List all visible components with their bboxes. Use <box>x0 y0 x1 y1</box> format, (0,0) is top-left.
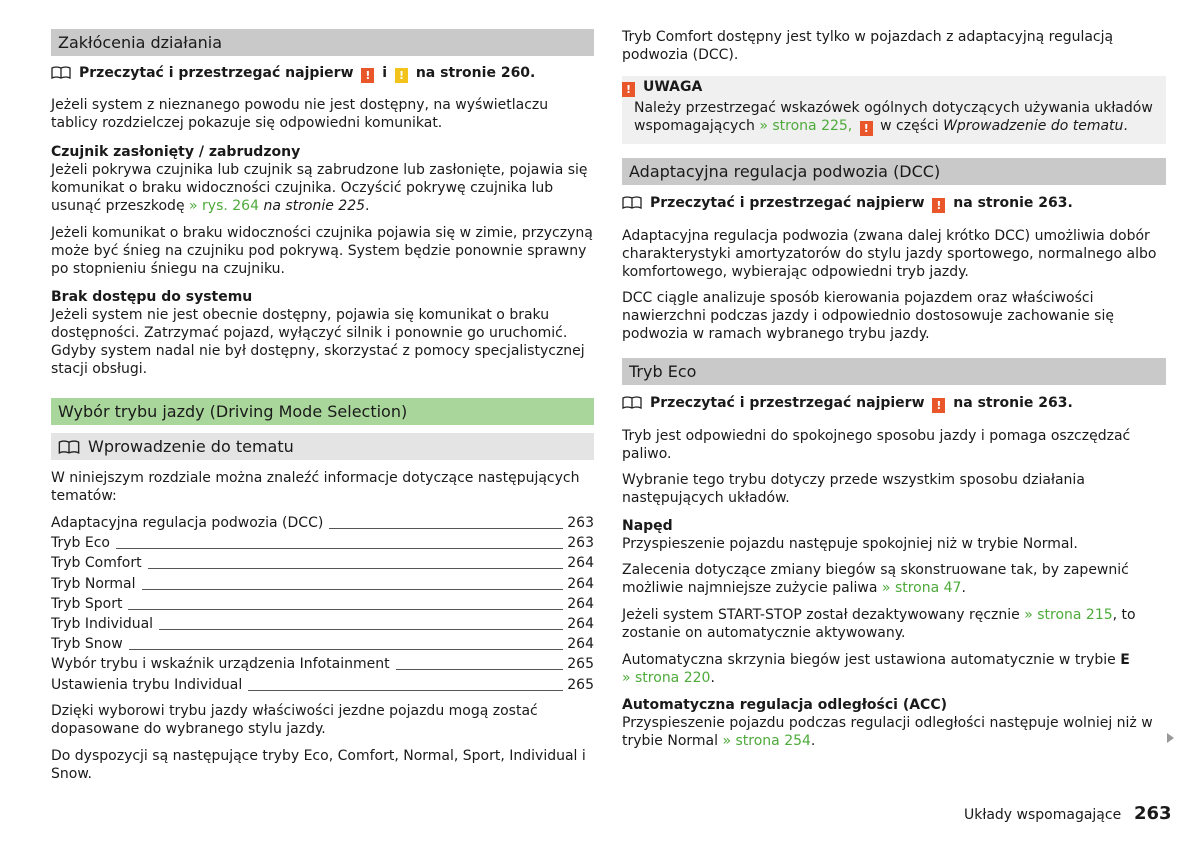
warning-title: UWAGA <box>643 79 703 95</box>
toc-page: 265 <box>563 675 594 695</box>
paragraph: Jeżeli komunikat o braku widoczności czujnika pojawia się w zimie, przyczyną może być śnieg na czujniku pod pokrywą. System będzie ponownie sprawny po stopnieniu śniegu na czujniku. <box>51 225 593 277</box>
toc-label: Wybór trybu i wskaźnik urządzenia Infotainment <box>51 654 396 674</box>
toc-row[interactable] <box>51 513 594 533</box>
toc-label: Tryb Comfort <box>51 553 148 573</box>
paragraph: Jeżeli pokrywa czujnika lub czujnik są zabrudzone lub zasłonięte, pojawia się komunikat o braku widoczności czujnika. Oczyścić pokrywę czujnika lub usunąć przeszkodę » rys. 264 na stronie 225. <box>51 162 588 214</box>
section-header-eco: Tryb Eco <box>622 358 1166 385</box>
reference-prefix: Przeczytać i przestrzegać najpierw <box>650 195 925 211</box>
page-link[interactable]: » strona 215 <box>1024 607 1113 623</box>
continue-arrow-icon <box>1167 733 1174 743</box>
toc-label: Tryb Individual <box>51 614 159 634</box>
subheading-sensor-covered: Czujnik zasłonięty / zabrudzony <box>51 144 301 160</box>
reference-prefix: Przeczytać i przestrzegać najpierw <box>650 395 925 411</box>
paragraph-text: Automatyczna skrzynia biegów jest ustawiona automatycznie w trybie <box>622 652 1116 668</box>
reference-page: 263. <box>1038 395 1073 411</box>
subheading-no-access: Brak dostępu do systemu <box>51 289 253 305</box>
warning-icon[interactable]: ! <box>860 121 873 136</box>
page-link[interactable]: » strona 47 <box>881 580 962 596</box>
subheading-acc: Automatyczna regulacja odległości (ACC) <box>622 697 948 713</box>
section-header-dcc: Adaptacyjna regulacja podwozia (DCC) <box>622 158 1166 185</box>
toc-label: Adaptacyjna regulacja podwozia (DCC) <box>51 513 329 533</box>
section-header-driving-mode: Wybór trybu jazdy (Driving Mode Selection) <box>51 398 594 425</box>
section-header-intro <box>51 433 594 460</box>
toc-row[interactable] <box>51 533 594 553</box>
reference-page: 260. <box>500 65 536 81</box>
figure-link-page: na stronie 225 <box>263 198 366 214</box>
paragraph: Zalecenia dotyczące zmiany biegów są skonstruowane tak, by zapewnić możliwie najmniejsze zużycie paliwa » strona 47. <box>622 562 1129 596</box>
reference-line <box>622 394 1166 412</box>
toc-row[interactable] <box>51 614 594 634</box>
paragraph: Wybranie tego trybu dotyczy przede wszystkim sposobu działania następujących układów. <box>622 472 1085 506</box>
reference-suffix: na stronie <box>953 395 1034 411</box>
section-header-malfunctions: Zakłócenia działania <box>51 29 594 56</box>
toc-row[interactable] <box>51 574 594 594</box>
toc-label: Tryb Normal <box>51 574 142 594</box>
toc-row[interactable] <box>51 675 594 695</box>
warning-section: Wprowadzenie do tematu <box>943 118 1124 134</box>
page-link[interactable]: » strona 225, <box>759 118 853 134</box>
book-icon <box>58 440 80 455</box>
paragraph: Do dyspozycji są następujące tryby Eco, Comfort, Normal, Sport, Individual i Snow. <box>51 748 586 782</box>
warning-icon[interactable]: ! <box>361 68 374 83</box>
warning-title-row <box>622 78 702 96</box>
toc-row[interactable] <box>51 553 594 573</box>
page-link[interactable]: » strona 254 <box>722 733 811 749</box>
paragraph-text: Zalecenia dotyczące zmiany biegów są skonstruowane tak, by zapewnić możliwie najmniejsze zużycie paliwa <box>622 562 1129 596</box>
footer-page-number: 263 <box>1134 803 1172 824</box>
paragraph: Przyspieszenie pojazdu podczas regulacji odległości następuje wolniej niż w trybie Normal » strona 254. <box>622 715 1153 749</box>
paragraph: W niniejszym rozdziale można znaleźć informacje dotyczące następujących tematów: <box>51 470 580 504</box>
warning-body: Należy przestrzegać wskazówek ogólnych dotyczących używania układów wspomagających <box>634 100 1153 134</box>
paragraph-tail: , to zostanie on automatycznie aktywowany. <box>622 607 1136 641</box>
reference-prefix: Przeczytać i przestrzegać najpierw <box>79 65 354 81</box>
toc-label: Tryb Eco <box>51 533 116 553</box>
toc-page: 265 <box>563 654 594 674</box>
reference-line <box>622 194 1166 212</box>
paragraph: Adaptacyjna regulacja podwozia (zwana dalej krótko DCC) umożliwia dobór charakterystyki amortyzatorów do stylu jazdy sportowego, normalnego albo komfortowego, wybierając odpowiedni tryb jazdy. <box>622 228 1157 280</box>
toc-row[interactable] <box>51 594 594 614</box>
toc-label: Tryb Snow <box>51 634 129 654</box>
paragraph <box>622 606 1166 642</box>
paragraph: Jeżeli system nie jest obecnie dostępny, pojawia się komunikat o braku dostępności. Zatrzymać pojazd, wyłączyć silnik i ponownie go uruchomić. Gdyby system nadal nie był dostępny, skorzystać z pomocy specjalistycznej stacji obsługi. <box>51 307 585 377</box>
paragraph: Jeżeli system z nieznanego powodu nie jest dostępny, na wyświetlaczu tablicy rozdzielczej pokazuje się odpowiedni komunikat. <box>51 97 549 131</box>
warning-tail: w części <box>880 118 939 134</box>
reference-and: i <box>382 65 388 81</box>
paragraph: DCC ciągle analizuje sposób kierowania pojazdem oraz właściwości nawierzchni podczas jazdy i odpowiednio dostosowuje zachowanie się podwozia w ramach wybranego trybu jazdy. <box>622 290 1114 342</box>
reference-line <box>51 64 594 82</box>
toc-page: 264 <box>563 553 594 573</box>
page-link[interactable]: » strona 220 <box>622 670 711 686</box>
warning-icon[interactable]: ! <box>932 398 945 413</box>
subheading-drive: Napęd <box>622 518 673 534</box>
toc-row[interactable] <box>51 654 594 674</box>
toc-leader-line <box>51 548 564 549</box>
toc-page: 264 <box>563 574 594 594</box>
paragraph-text: Przyspieszenie pojazdu podczas regulacji odległości następuje wolniej niż w trybie Normal <box>622 715 1153 749</box>
caution-icon[interactable]: ! <box>395 68 408 83</box>
warning-text: Należy przestrzegać wskazówek ogólnych dotyczących używania układów wspomagających » strona 225, ! w części Wprowadzenie do tematu. <box>634 100 1153 135</box>
toc-page: 263 <box>563 513 594 533</box>
paragraph-text: Jeżeli pokrywa czujnika lub czujnik są zabrudzone lub zasłonięte, pojawia się komunikat o braku widoczności czujnika. Oczyścić pokrywę czujnika lub usunąć przeszkodę <box>51 162 588 214</box>
toc-label: Tryb Sport <box>51 594 128 614</box>
book-icon <box>51 66 71 80</box>
book-icon <box>622 396 642 410</box>
paragraph: Przyspieszenie pojazdu następuje spokojniej niż w trybie Normal. <box>622 536 1078 552</box>
toc-page: 264 <box>563 594 594 614</box>
warning-icon: ! <box>622 82 635 97</box>
warning-box <box>622 76 1166 144</box>
paragraph: Tryb jest odpowiedni do spokojnego sposobu jazdy i pomaga oszczędzać paliwo. <box>622 428 1131 462</box>
reference-suffix: na stronie <box>953 195 1034 211</box>
reference-page: 263. <box>1038 195 1073 211</box>
paragraph: Automatyczna skrzynia biegów jest ustawiona automatycznie w trybie E » strona 220. <box>622 652 1130 686</box>
book-icon <box>622 196 642 210</box>
toc-row[interactable] <box>51 634 594 654</box>
toc-page: 264 <box>563 634 594 654</box>
intro-header-text: Wprowadzenie do tematu <box>88 437 294 456</box>
paragraph-text: Jeżeli system START-STOP został dezaktywowany ręcznie <box>622 607 1020 623</box>
footer-chapter-title: Układy wspomagające <box>964 807 1122 823</box>
warning-icon[interactable]: ! <box>932 198 945 213</box>
toc-label: Ustawienia trybu Individual <box>51 675 248 695</box>
paragraph: Tryb Comfort dostępny jest tylko w pojazdach z adaptacyjną regulacją podwozia (DCC). <box>622 29 1114 63</box>
figure-link[interactable]: » rys. 264 <box>189 198 259 214</box>
toc-page: 264 <box>563 614 594 634</box>
reference-suffix: na stronie <box>415 65 496 81</box>
gear-mode-letter: E <box>1120 652 1130 668</box>
paragraph: Dzięki wyborowi trybu jazdy właściwości jezdne pojazdu mogą zostać dopasowane do wybranego stylu jazdy. <box>51 703 538 737</box>
toc-page: 263 <box>563 533 594 553</box>
